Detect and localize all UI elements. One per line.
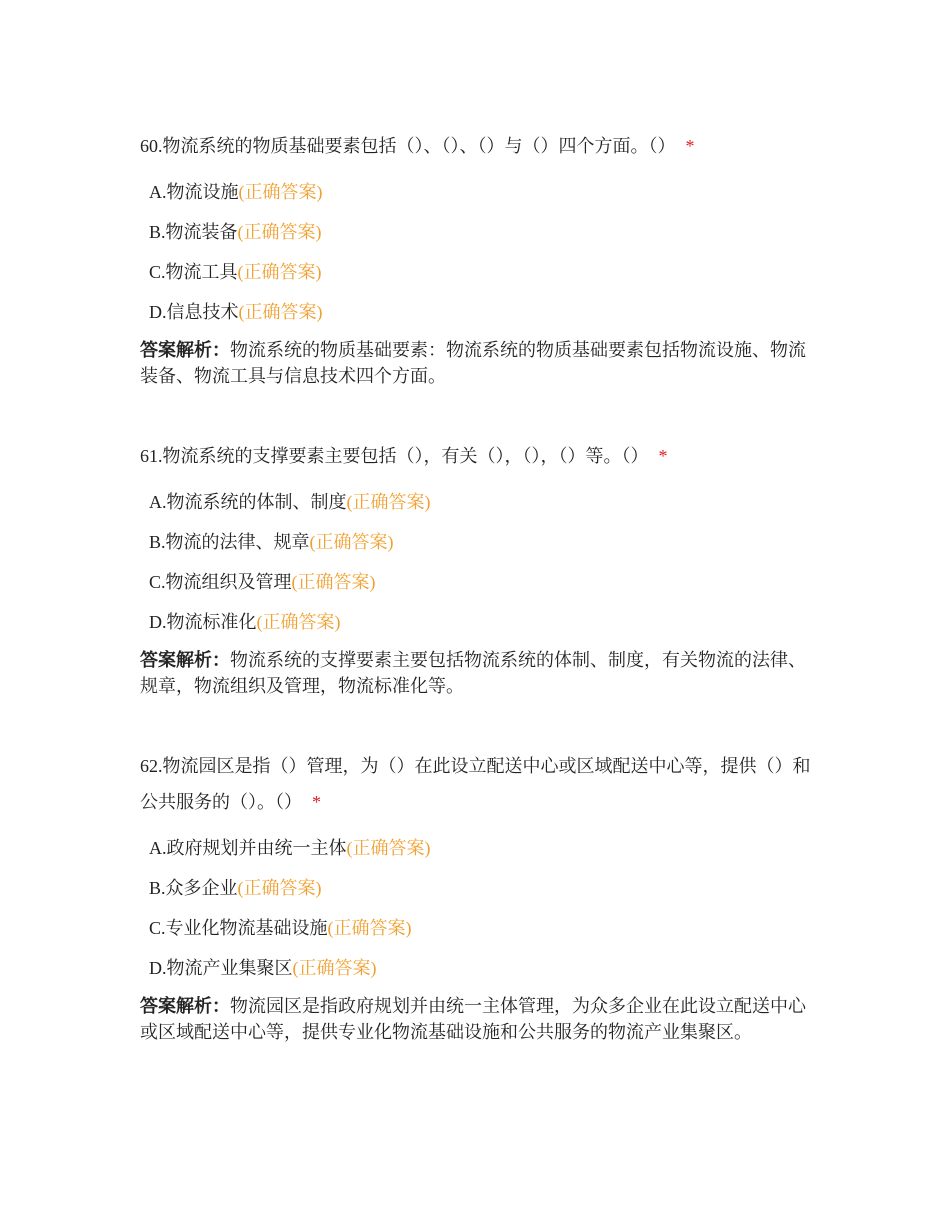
option-text: D.物流标准化 <box>149 612 257 632</box>
answer-explanation <box>140 338 820 390</box>
option-c <box>149 562 820 602</box>
option-b <box>149 212 820 252</box>
question-stem <box>140 438 820 474</box>
correct-answer-tag: (正确答案) <box>309 532 394 552</box>
option-d <box>149 602 820 642</box>
option-text: D.信息技术 <box>149 302 239 322</box>
question-62 <box>140 748 820 1046</box>
explanation-text: 物流系统的支撑要素主要包括物流系统的体制、制度，有关物流的法律、规章，物流组织及管理，物流标准化等。 <box>140 650 806 697</box>
option-b <box>149 522 820 562</box>
option-text: B.物流的法律、规章 <box>149 532 310 552</box>
correct-answer-tag: (正确答案) <box>346 838 431 858</box>
option-c <box>149 252 820 292</box>
explanation-text: 物流园区是指政府规划并由统一主体管理，为众多企业在此设立配送中心或区域配送中心等，提供专业化物流基础设施和公共服务的物流产业集聚区。 <box>140 996 806 1043</box>
question-stem <box>140 748 820 820</box>
option-text: D.物流产业集聚区 <box>149 958 293 978</box>
question-stem-text: 60.物流系统的物质基础要素包括（）、（）、（）与（）四个方面。（） <box>140 136 676 156</box>
explanation-text: 物流系统的物质基础要素：物流系统的物质基础要素包括物流设施、物流装备、物流工具与信息技术四个方面。 <box>140 340 806 387</box>
correct-answer-tag: (正确答案) <box>291 572 376 592</box>
correct-answer-tag: (正确答案) <box>237 262 322 282</box>
question-stem-text: 62.物流园区是指（）管理，为（）在此设立配送中心或区域配送中心等，提供（）和公共服务的（）。（） <box>140 756 811 812</box>
question-stem-text: 61.物流系统的支撑要素主要包括（），有关（），（），（）等。（） <box>140 446 649 466</box>
required-asterisk: * <box>312 792 321 812</box>
correct-answer-tag: (正确答案) <box>256 612 341 632</box>
required-asterisk: * <box>658 446 668 466</box>
option-d <box>149 948 820 988</box>
question-61 <box>140 438 820 700</box>
explanation-label: 答案解析： <box>140 996 230 1017</box>
correct-answer-tag: (正确答案) <box>327 918 412 938</box>
question-stem <box>140 128 820 164</box>
option-text: A.物流设施 <box>149 182 239 202</box>
option-text: A.物流系统的体制、制度 <box>149 492 347 512</box>
option-a <box>149 828 820 868</box>
answer-explanation <box>140 994 820 1046</box>
answer-explanation <box>140 648 820 700</box>
correct-answer-tag: (正确答案) <box>237 878 322 898</box>
correct-answer-tag: (正确答案) <box>346 492 431 512</box>
option-c <box>149 908 820 948</box>
correct-answer-tag: (正确答案) <box>292 958 377 978</box>
options-list <box>149 482 820 642</box>
option-text: B.众多企业 <box>149 878 238 898</box>
options-list <box>149 828 820 988</box>
options-list <box>149 172 820 332</box>
option-text: C.物流工具 <box>149 262 238 282</box>
correct-answer-tag: (正确答案) <box>238 182 323 202</box>
required-asterisk: * <box>685 136 695 156</box>
option-text: C.物流组织及管理 <box>149 572 292 592</box>
option-text: A.政府规划并由统一主体 <box>149 838 347 858</box>
question-60 <box>140 128 820 390</box>
correct-answer-tag: (正确答案) <box>237 222 322 242</box>
option-text: B.物流装备 <box>149 222 238 242</box>
option-d <box>149 292 820 332</box>
explanation-label: 答案解析： <box>140 650 230 671</box>
option-text: C.专业化物流基础设施 <box>149 918 328 938</box>
option-a <box>149 482 820 522</box>
option-a <box>149 172 820 212</box>
option-b <box>149 868 820 908</box>
explanation-label: 答案解析： <box>140 340 230 361</box>
correct-answer-tag: (正确答案) <box>238 302 323 322</box>
